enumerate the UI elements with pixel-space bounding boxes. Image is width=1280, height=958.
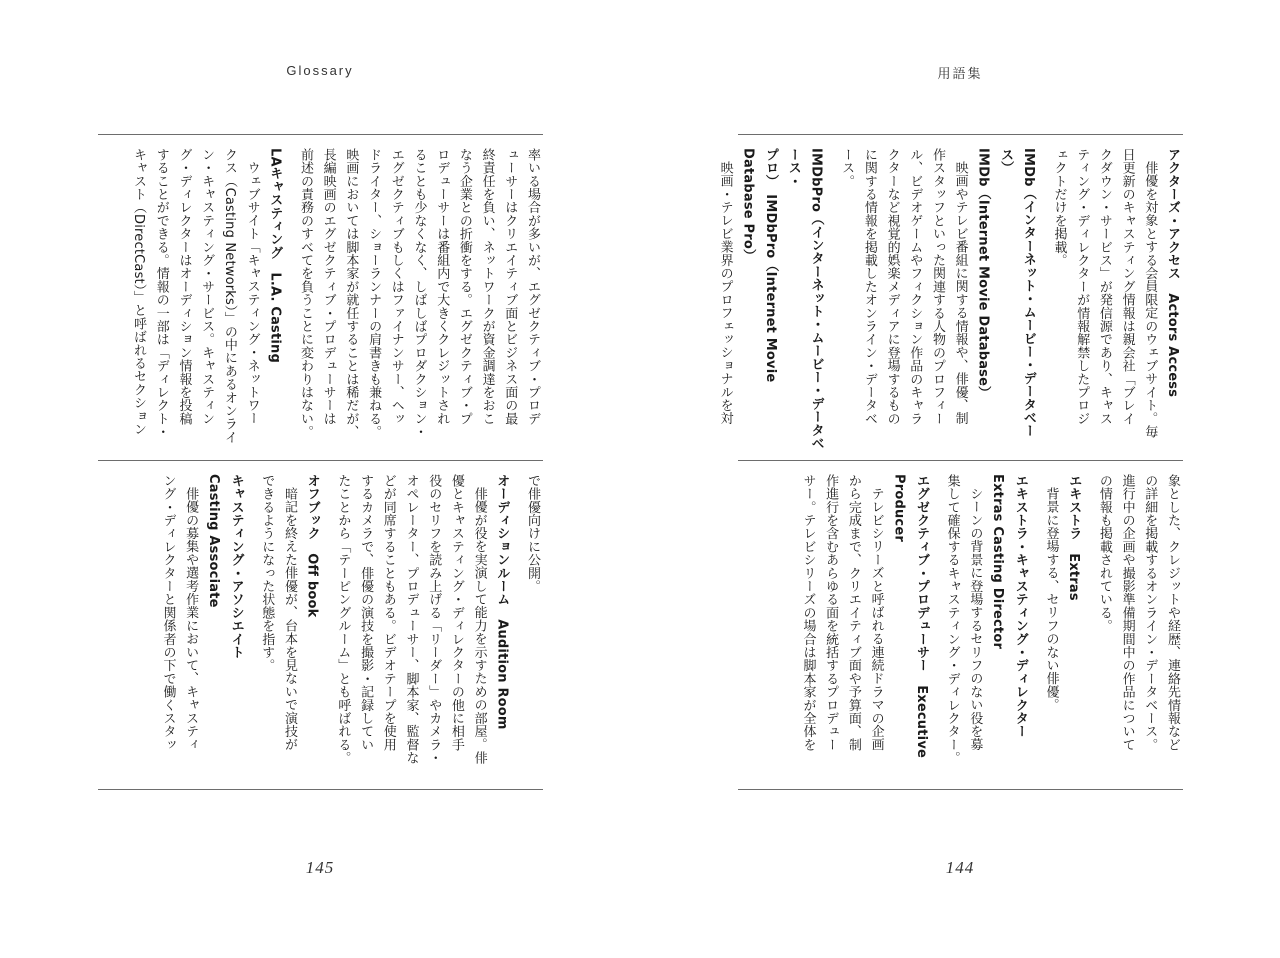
text-line: 映画やテレビ番組に関する情報や、俳優、制: [952, 161, 968, 425]
left-lower-text: [98, 474, 543, 779]
text-line: 進行中の企画や撮影準備期間中の作品について: [1119, 474, 1135, 752]
text-line: に関する情報を掲載したオンライン・データベ: [861, 148, 877, 426]
term-heading: オーディションルーム Audition Room: [494, 474, 510, 730]
text-line: 作スタッフといった関連する人物のプロフィー: [929, 148, 945, 426]
text-line: なう企業との折衝をする。エグゼクティブ・プ: [456, 148, 472, 426]
term-heading-english: IMDb（Internet Movie Database）: [975, 148, 991, 400]
text-line: できるようになった状態を指す。: [259, 474, 275, 672]
text-line: の情報も掲載されている。: [1096, 474, 1112, 633]
text-line: することができる。情報の一部は「ディレクト・: [153, 148, 169, 439]
text-line: 率いる場合が多いが、エグゼクティブ・プロデ: [525, 148, 540, 426]
text-line: 暗記を終えた俳優が、台本を見ないで演技が: [281, 487, 297, 751]
text-line: 象とした、クレジットや経歴、連絡先情報など: [1165, 474, 1180, 752]
left-upper-text: [98, 148, 543, 453]
paragraph-la-casting-continued: [520, 474, 543, 779]
term-heading: LAキャスティング L.A. Casting: [267, 148, 283, 364]
text-line: クダウン・サービス」が発信源であり、キャス: [1096, 148, 1112, 426]
text-line: シーンの背景に登場するセリフのない役を募: [967, 487, 983, 751]
entry-extras: [1039, 474, 1084, 779]
term-heading: オフブック Off book: [304, 474, 320, 618]
text-line: ース。: [839, 148, 855, 188]
text-line: 背景に登場する、セリフのない俳優。: [1043, 487, 1059, 712]
text-line: オペレーター、プロデューサー、脚本家、監督な: [403, 474, 419, 765]
text-line: で俳優向けに公開。: [525, 474, 540, 593]
text-line: 映画においては脚本家が就任することは稀だが、: [343, 148, 359, 439]
text-line: 長編映画のエグゼクティブ・プロデューサーは: [320, 148, 336, 426]
text-line: たことから「テーピングルーム」とも呼ばれる。: [335, 474, 351, 765]
term-heading-english: Extras Casting Director: [990, 474, 1006, 650]
entry-actors-access: [1047, 148, 1183, 453]
text-line: 集して確保するキャスティング・ディレクター。: [944, 474, 960, 765]
text-line: から完成まで、クリエイティブ面や予算面、制: [845, 474, 861, 752]
entry-audition-room: [331, 474, 513, 779]
text-line: どが同席することもある。ビデオテープを使用: [380, 474, 396, 752]
text-line: テレビシリーズと呼ばれる連続ドラマの企画: [868, 487, 884, 751]
text-line: 俳優の募集や選考作業において、キャスティ: [183, 487, 199, 751]
running-header-right: 用語集: [937, 66, 983, 81]
text-line: 日更新のキャスティング情報は親会社「ブレイ: [1119, 148, 1135, 426]
text-line: 前述の責務のすべてを負うことに変わりはない。: [297, 148, 313, 439]
middle-rule-left: [98, 460, 543, 461]
text-line: 役のセリフを読み上げる「リーダー」やカメラ・: [426, 474, 442, 765]
text-line: ウェブサイト「キャスティング・ネットワー: [244, 161, 260, 425]
text-line: ることも少なくなく、しばしばプロダクション・: [411, 148, 427, 439]
text-line: 俳優を対象とする会員限定のウェブサイト。毎: [1142, 161, 1158, 439]
entry-extras-casting-director: [940, 474, 1031, 779]
top-rule-right: [738, 134, 1183, 135]
term-heading-english: Casting Associate: [205, 474, 221, 608]
top-rule-left: [98, 134, 543, 135]
text-line: クターなど視覚的娯楽メディアに登場するもの: [884, 148, 900, 426]
text-line: 映画・テレビ業界のプロフェッショナルを対: [717, 161, 733, 425]
entry-casting-associate: [156, 474, 247, 779]
text-line: 優とキャスティング・ディレクターの他に相手: [448, 474, 464, 752]
running-header-left: Glossary: [286, 63, 354, 78]
entry-imdbpro: [713, 148, 827, 453]
page-number-left: 145: [305, 858, 335, 877]
text-line: ング・ディレクターと関係者の下で働くスタッ: [160, 474, 176, 752]
entry-la-casting: [126, 148, 285, 453]
text-line: ドライター、ショーランナーの肩書きも兼ねる。: [366, 148, 382, 439]
text-line: ティング・ディレクターが情報解禁したプロジ: [1074, 148, 1090, 426]
text-line: 作進行を含むあらゆる面を統括するプロデュー: [823, 474, 839, 752]
text-line: するカメラで、俳優の演技を撮影・記録してい: [358, 474, 374, 752]
entry-imdb: [834, 148, 1038, 453]
text-line: 終責任を負い、ネットワークが資金調達をおこ: [479, 148, 495, 426]
paragraph-exec-continued: [293, 148, 543, 453]
term-heading: IMDb（インターネット・ムービー・データベース）: [998, 148, 1036, 438]
term-heading: キャスティング・アソシエイト: [228, 474, 244, 659]
term-heading: IMDbPro（インターネット・ムービー・データベース・: [785, 148, 824, 450]
text-line: エグゼクティブもしくはファイナンサー、ヘッ: [388, 148, 404, 426]
text-line: ル、ビデオゲームやフィクション作品のキャラ: [907, 148, 923, 426]
right-upper-text: [717, 148, 1183, 453]
text-line: キャスト（DirectCast）」と呼ばれるセクション: [131, 148, 147, 436]
term-heading: エキストラ・キャスティング・ディレクター: [1012, 474, 1028, 738]
entry-executive-producer: [796, 474, 932, 779]
bottom-rule-right: [738, 789, 1183, 790]
term-heading: アクターズ・アクセス Actors Access: [1165, 148, 1180, 398]
text-line: クス（Casting Networks）」の中にあるオンライ: [221, 148, 237, 444]
term-heading: エグゼクティブ・プロデューサー Executive: [913, 474, 929, 759]
middle-rule-right: [738, 460, 1183, 461]
term-heading-english: Producer: [891, 474, 907, 542]
term-heading: エキストラ Extras: [1066, 474, 1082, 601]
text-line: サー。テレビシリーズの場合は脚本家が全体を: [800, 474, 816, 752]
paragraph-imdbpro-continued: [1092, 474, 1183, 779]
bottom-rule-left: [98, 789, 543, 790]
page-number-right: 144: [945, 858, 975, 877]
text-line: ェクトだけを掲載。: [1051, 148, 1067, 267]
text-line: の詳細を掲載するオンライン・データベース。: [1142, 474, 1158, 752]
term-heading-english: プロ） IMDbPro（Internet Movie Database Pro）: [740, 148, 779, 383]
right-lower-text: [738, 474, 1183, 779]
right-page: [640, 0, 1280, 958]
text-line: グ・ディレクターはオーディション情報を投稿: [176, 148, 192, 426]
text-line: ューサーはクリエイティブ面とビジネス面の最: [502, 148, 518, 426]
entry-off-book: [255, 474, 323, 779]
text-line: ロデューサーは番組内で大きくクレジットされ: [434, 148, 450, 426]
text-line: 俳優が役を実演して能力を示すための部屋。俳: [471, 487, 487, 765]
text-line: ン・キャスティング・サービス。キャスティン: [199, 148, 215, 426]
